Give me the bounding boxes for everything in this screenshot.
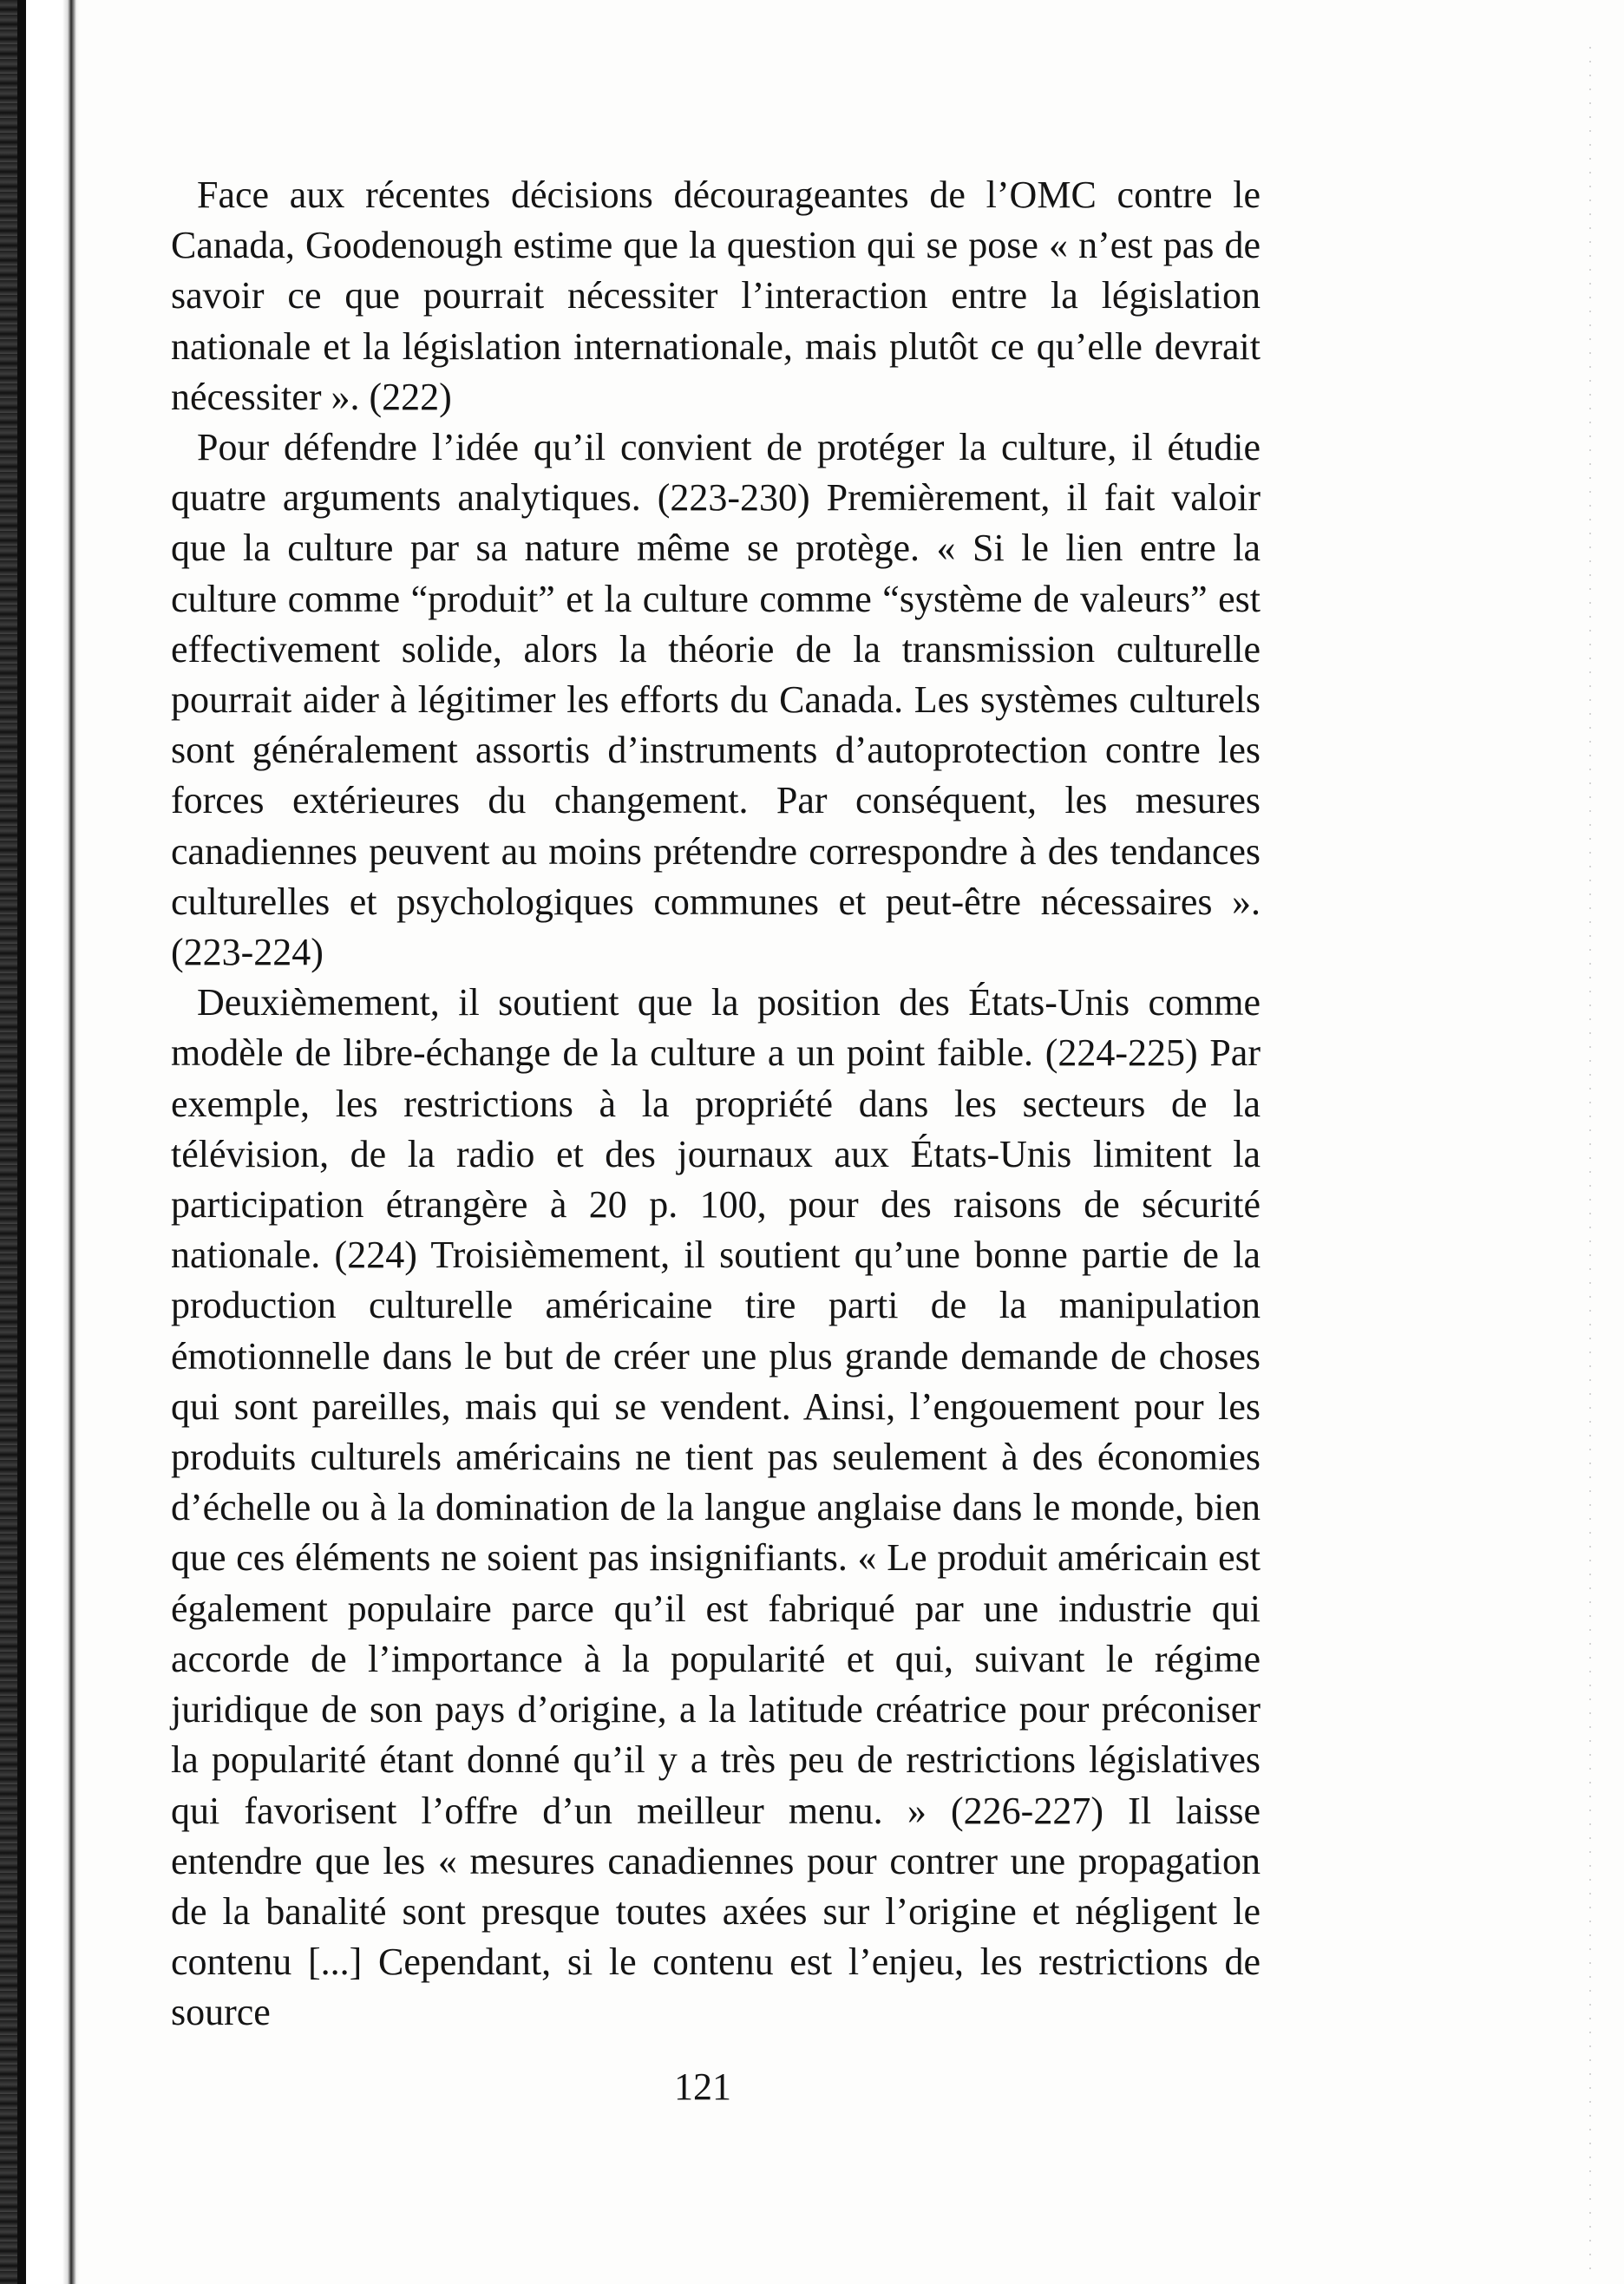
- paragraph-3: Deuxièmement, il soutient que la position des États-Unis comme modèle de libre-échange de la culture a un point faible. (224-225) Par exemple, les restrictions à la propriété dans les secteurs de la télévision, de la radio et des journaux aux États-Unis limitent la participation étrangère à 20 p. 100, pour des raisons de sécurité nationale. (224) Troisièmement, il soutient qu’une bonne partie de la production culturelle américaine tire parti de la manipulation émotionnelle dans le but de créer une plus grande demande de choses qui sont pareilles, mais qui se vendent. Ainsi, l’engouement pour les produits culturels américains ne tient pas seulement à des économies d’échelle ou à la domination de la langue anglaise dans le monde, bien que ces éléments ne soient pas insignifiants. « Le produit américain est également populaire parce qu’il est fabriqué par une industrie qui accorde de l’importance à la popularité et qui, suivant le régime juridique de son pays d’origine, a la latitude créatrice pour préconiser la popularité étant donné qu’il y a très peu de restrictions législatives qui favorisent l’offre d’un meilleur menu. » (226-227) Il laisse entendre que les « mesures canadiennes pour contrer une propagation de la banalité sont presque toutes axées sur l’origine et négligent le contenu [...] Cependant, si le contenu est l’enjeu, les restrictions de source: [171, 981, 1261, 2034]
- body-text: [171, 170, 1261, 2039]
- paragraph-2: Pour défendre l’idée qu’il convient de protéger la culture, il étudie quatre arguments analytiques. (223-230) Premièrement, il fait valoir que la culture par sa nature même se protège. « Si le lien entre la culture comme “produit” et la culture comme “système de valeurs” est effectivement solide, alors la théorie de la transmission culturelle pourrait aider à légitimer les efforts du Canada. Les systèmes culturels sont généralement assortis d’instruments d’autoprotection contre les forces extérieures du changement. Par conséquent, les mesures canadiennes peuvent au moins prétendre correspondre à des tendances culturelles et psychologiques communes et peut-être nécessaires ». (223-224): [171, 426, 1261, 974]
- paragraph-1: Face aux récentes décisions décourageantes de l’OMC contre le Canada, Goodenough estime que la question qui se pose « n’est pas de savoir ce que pourrait nécessiter l’interaction entre la législation nationale et la législation internationale, mais plutôt ce qu’elle devrait nécessiter ». (222): [171, 173, 1261, 418]
- page-edge-right: [1589, 35, 1591, 2273]
- binding-line: [17, 0, 26, 2284]
- binding-edge: [0, 0, 80, 2284]
- page-number: 121: [674, 2065, 731, 2108]
